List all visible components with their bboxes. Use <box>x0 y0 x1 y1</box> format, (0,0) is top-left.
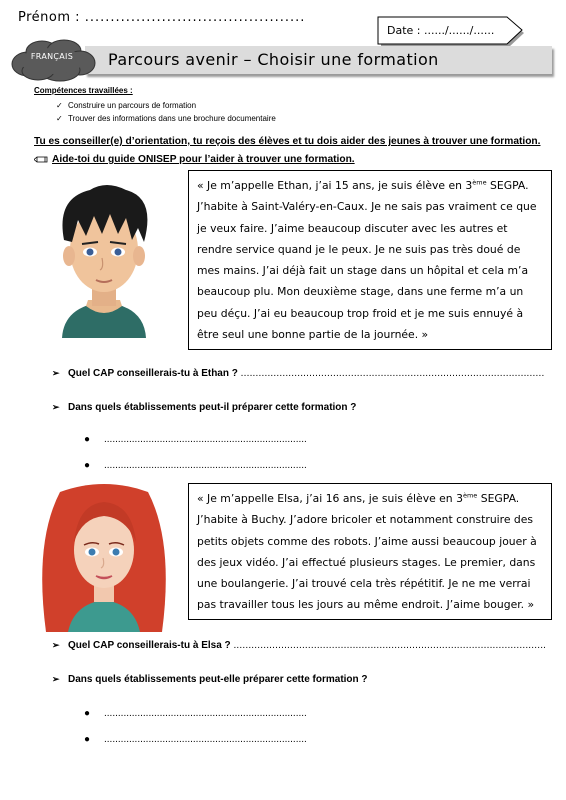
check-icon: ✓ <box>56 101 63 110</box>
prenom-label: Prénom : <box>18 10 81 25</box>
elsa-quote-rest: SEGPA. J’habite à Buchy. J’adore bricoler et notamment construire des petits objets comme des robots. J’aime aussi beaucoup jouer à des jeux vidéo. J’ai effectué plusieurs stages. Le premier, dans une boulangerie. J’ai trouvé cela très répétitif. Je ne me verrai pas travailler tous les jours au même endroit. J’aime bouger. » <box>197 492 537 612</box>
ethan-quote-rest: SEGPA. J’habite à Saint-Valéry-en-Caux. Je ne sais pas vraiment ce que je veux faire. J’aime beaucoup discuter avec les autres et rendre service quand je le peux. Je ne suis pas très doué de mes mains. J’ai déjà fait un stage dans un hôpital et cela m’a beaucoup plu. Mon deuxième stage, dans une ferme m’a un peu déçu. J’ai eu beaucoup trop froid et je me suis ennuyé à être seul une bonne partie de la journée. » <box>197 179 537 342</box>
pencil-icon <box>34 155 48 164</box>
page-title: Parcours avenir – Choisir une formation <box>108 50 439 69</box>
check-icon: ✓ <box>56 114 63 123</box>
elsa-answer-line-2[interactable] <box>84 734 307 745</box>
answer-dots: ......................................................................... <box>104 434 307 445</box>
elsa-question-etablissements <box>52 674 368 685</box>
ethan-answer-line-2[interactable] <box>84 460 307 471</box>
answer-dots: ......................................................................... <box>104 708 307 719</box>
bullet-icon: ● <box>84 734 91 745</box>
aide-instruction <box>34 154 355 165</box>
ethan-quote-start: « Je m’appelle Ethan, j’ai 15 ans, je suis élève en 3 <box>197 179 473 192</box>
ethan-question-etablissements <box>52 402 356 413</box>
prenom-field[interactable] <box>18 10 305 25</box>
arrow-icon: ➢ <box>52 674 60 684</box>
ethan-q1-answer[interactable]: ...................................................................................................... <box>240 368 545 379</box>
date-field[interactable] <box>377 16 525 48</box>
elsa-quote-start: « Je m’appelle Elsa, j’ai 16 ans, je suis élève en 3 <box>197 492 463 505</box>
elsa-q1-text: Quel CAP conseillerais-tu à Elsa ? <box>68 640 231 651</box>
subject-label: FRANÇAIS <box>30 52 74 61</box>
ethan-question-cap <box>52 368 544 379</box>
competence-text: Construire un parcours de formation <box>68 101 197 110</box>
bullet-icon: ● <box>84 434 91 445</box>
answer-dots: ......................................................................... <box>104 734 307 745</box>
elsa-q2-text: Dans quels établissements peut-elle préparer cette formation ? <box>68 674 368 685</box>
arrow-icon: ➢ <box>52 368 60 378</box>
competence-item <box>56 99 276 112</box>
competences-title: Compétences travaillées : <box>34 86 133 95</box>
prenom-dots: ........................................... <box>84 10 306 25</box>
elsa-q1-answer[interactable]: ......................................................................................................... <box>233 640 547 651</box>
competences-list <box>56 99 276 125</box>
elsa-answer-line-1[interactable] <box>84 708 307 719</box>
bullet-icon: ● <box>84 708 91 719</box>
elsa-quote-box <box>188 483 552 620</box>
answer-dots: ......................................................................... <box>104 460 307 471</box>
ethan-quote-box <box>188 170 552 350</box>
elsa-quote-sup: ème <box>462 491 478 500</box>
elsa-avatar <box>34 482 174 632</box>
date-label: Date : ....../....../...... <box>387 24 495 37</box>
bullet-icon: ● <box>84 460 91 471</box>
intro-instruction: Tu es conseiller(e) d’orientation, tu reçois des élèves et tu dois aider des jeunes à trouver une formation. <box>34 136 541 147</box>
ethan-answer-line-1[interactable] <box>84 434 307 445</box>
competence-text: Trouver des informations dans une brochure documentaire <box>68 114 276 123</box>
elsa-question-cap <box>52 640 546 651</box>
aide-text: Aide-toi du guide ONISEP pour l’aider à trouver une formation. <box>52 154 355 165</box>
ethan-quote-sup: ème <box>472 178 487 187</box>
ethan-q1-text: Quel CAP conseillerais-tu à Ethan ? <box>68 368 238 379</box>
arrow-icon: ➢ <box>52 640 60 650</box>
arrow-icon: ➢ <box>52 402 60 412</box>
ethan-q2-text: Dans quels établissements peut-il préparer cette formation ? <box>68 402 357 413</box>
ethan-avatar <box>34 178 174 338</box>
competence-item <box>56 112 276 125</box>
